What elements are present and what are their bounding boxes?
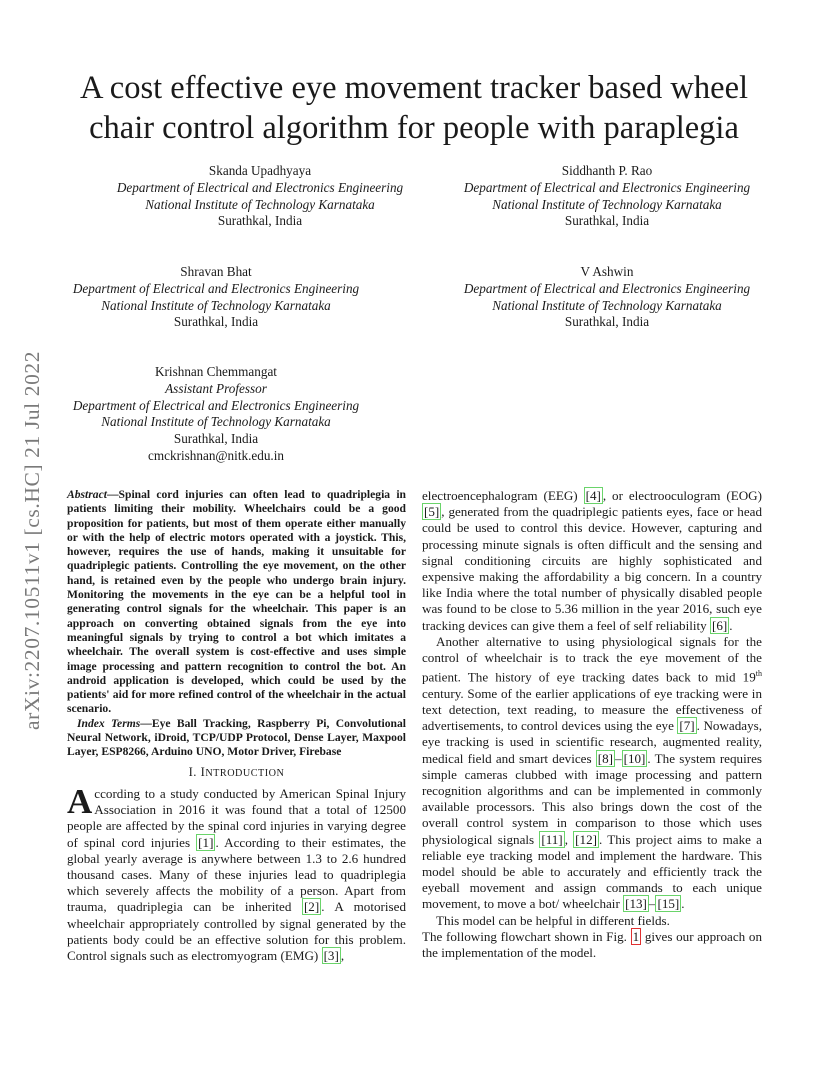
- author-block-1: [100, 163, 420, 230]
- author-name: Shravan Bhat: [180, 264, 252, 279]
- citation-link[interactable]: [12]: [575, 831, 597, 847]
- index-terms-text: —Eye Ball Tracking, Raspberry Pi, Convolutional Neural Network, iDroid, TCP/UDP Protocol, Dense Layer, Maxpool Layer, ESP8266, Arduino UNO, Motor Driver, Firebase: [67, 716, 406, 759]
- title-line-2: chair control algorithm for people with paraplegia: [89, 110, 739, 146]
- index-terms-label: Index Terms: [77, 716, 141, 730]
- abstract: [67, 488, 406, 760]
- body-text: .: [729, 617, 733, 633]
- section-title-initial: I: [200, 765, 206, 779]
- right-column-text: [422, 488, 762, 961]
- author-block-3: [56, 264, 376, 331]
- author-email: cmckrishnan@nitk.edu.in: [148, 447, 284, 463]
- citation-link[interactable]: [15]: [657, 896, 680, 912]
- intro-paragraph: [67, 782, 406, 964]
- body-text: The following flowchart shown in Fig.: [422, 928, 631, 944]
- section-number: I.: [188, 765, 197, 779]
- author-name: Skanda Upadhyaya: [208, 163, 312, 178]
- index-terms: [67, 717, 406, 760]
- paragraph-eye-tracking: [422, 634, 762, 913]
- author-name: Krishnan Chemmangat: [155, 364, 277, 379]
- left-column-text: [67, 782, 406, 964]
- author-block-4: [447, 264, 767, 331]
- figure-link[interactable]: 1: [632, 928, 640, 944]
- body-text: . The system requires simple cameras clubbed with image processing and pattern recognition algorithms and can be implemented in commonly available processors. This also brings down the cost of the overall control system in comparison to those which uses physiological signals: [422, 750, 762, 847]
- superscript: th: [755, 669, 762, 679]
- body-text: ,: [340, 948, 345, 964]
- author-name: V Ashwin: [580, 264, 634, 279]
- author-block-2: [447, 163, 767, 230]
- author-department: Department of Electrical and Electronics Engineering: [72, 397, 360, 413]
- body-text: . Nowadays, eye tracking is used in scientific research, augmented reality, medical field and smart devices: [422, 718, 762, 766]
- body-text: gives our approach on the implementation of the model.: [422, 928, 762, 961]
- author-department: Department of Electrical and Electronics Engineering: [116, 179, 404, 195]
- body-text: . According to their estimates, the global yearly average is anywhere between 1.3 to 2.6 hundred thousand cases. Many of these injuries lead to quadriplegia which severely affects the mobility of a person. Apart from trauma, quadriplegia can be inherited: [67, 834, 406, 915]
- section-heading-introduction: [67, 765, 406, 780]
- citation-link[interactable]: [2]: [303, 899, 320, 915]
- citation-link[interactable]: [6]: [711, 617, 728, 633]
- arxiv-identifier: arXiv:2207.10511v1 [cs.HC] 21 Jul 2022: [20, 350, 44, 730]
- citation-link[interactable]: [1]: [198, 834, 214, 850]
- paragraph-continuation: [422, 488, 762, 634]
- citation-link[interactable]: [5]: [424, 504, 440, 520]
- abstract-label: Abstract: [67, 488, 107, 501]
- body-text: ,: [564, 831, 574, 847]
- body-text: electroencephalogram (EEG): [422, 488, 584, 503]
- author-location: Surathkal, India: [173, 431, 259, 447]
- abstract-text: —Spinal cord injuries can often lead to quadriplegia in patients limiting their mobility. Wheelchairs could be a good proposition for patients, but most of them operate either manually or with the help of electric motors operated with a joystick. This, however, requires the use of hands, making it unsuitable for quadriplegic patients. Controlling the eye movement, on the other hand, is retained even by the people who undergo brain injury. Monitoring the movements in the eye can be a helpful tool in generating control signals for the wheelchair. This paper is an approach on converting obtained signals from the eye into meaningful signals by trying to control a bot which imitates a wheelchair. The overall system is cost-effective and uses simple image processing and pattern recognition to control the bot. An android application is developed, which could be used by the patients' aid for more refined control of the wheelchair in the actual scenario.: [67, 488, 406, 716]
- body-text: .: [681, 896, 685, 912]
- citation-link[interactable]: [3]: [323, 948, 339, 964]
- author-institution: National Institute of Technology Karnataka: [101, 414, 331, 430]
- title-line-1: A cost effective eye movement tracker based wheel: [79, 70, 749, 106]
- citation-link[interactable]: [4]: [585, 488, 601, 503]
- author-institution: National Institute of Technology Karnataka: [492, 297, 722, 313]
- paper-title: [40, 68, 788, 148]
- citation-link[interactable]: [10]: [623, 750, 646, 766]
- body-text: , generated from the quadriplegic patients eyes, face or head could be used to control this device. However, capturing and processing minute signals is often difficult and the sensing and signal conditioning circuits are highly sophisticated and expensive making the affordability a big concern. In a country like India where the total number of physically disabled people was found to be close to 5.36 million in the year 2016, such eye tracking devices can give them a feel of self reliability: [422, 504, 762, 633]
- paragraph-helpful: This model can be helpful in different fields.: [436, 912, 670, 928]
- body-text: , or electrooculogram (EOG): [602, 488, 762, 503]
- author-department: Department of Electrical and Electronics Engineering: [72, 280, 360, 296]
- author-location: Surathkal, India: [564, 314, 650, 330]
- author-location: Surathkal, India: [173, 314, 259, 330]
- body-text: –: [648, 896, 656, 912]
- body-text: century. Some of the earlier applications of eye tracking were in text detection, text reading, to measure the effectiveness of advertisements, to control devices using the eye: [422, 685, 762, 734]
- author-block-5: [56, 364, 376, 465]
- author-department: Department of Electrical and Electronics Engineering: [463, 179, 751, 195]
- abstract-paragraph: [67, 488, 406, 717]
- citation-link[interactable]: [8]: [597, 750, 614, 766]
- author-institution: National Institute of Technology Karnataka: [492, 196, 722, 212]
- author-institution: National Institute of Technology Karnataka: [145, 196, 375, 212]
- author-location: Surathkal, India: [217, 213, 303, 229]
- section-title-rest: NTRODUCTION: [205, 768, 285, 779]
- author-name: Siddhanth P. Rao: [561, 163, 653, 178]
- body-text: . This project aims to make a reliable eye tracking model and implement the hardware. This model should be able to accurately and efficiently track the eyeball movement and assign commands to each unique movement, to move a bot/ wheelchair: [422, 831, 762, 912]
- author-role: Assistant Professor: [165, 380, 267, 396]
- citation-link[interactable]: [7]: [679, 718, 695, 734]
- citation-link[interactable]: [13]: [625, 896, 647, 912]
- paragraph-flowchart: [422, 929, 762, 961]
- author-institution: National Institute of Technology Karnataka: [101, 297, 331, 313]
- citation-link[interactable]: [11]: [541, 831, 563, 847]
- author-department: Department of Electrical and Electronics Engineering: [463, 280, 751, 296]
- author-location: Surathkal, India: [564, 213, 650, 229]
- drop-cap: A: [67, 782, 93, 821]
- body-text: –: [615, 750, 622, 766]
- body-text: ccording to a study conducted by American Spinal Injury Association in 2016 it was found that a total of 12500 people are affected by the spinal cord injuries in varying degree of spinal cord injuries: [67, 786, 406, 850]
- body-text: . A motorised wheelchair appropriately controlled by signal generated by the patients body could be an effective solution for this problem. Control signals such as electromyogram (EMG): [67, 899, 406, 964]
- body-text: Another alternative to using physiological signals for the control of wheelchair is to track the eye movement of the patient. The history of eye tracking dates back to mid 19: [422, 633, 762, 685]
